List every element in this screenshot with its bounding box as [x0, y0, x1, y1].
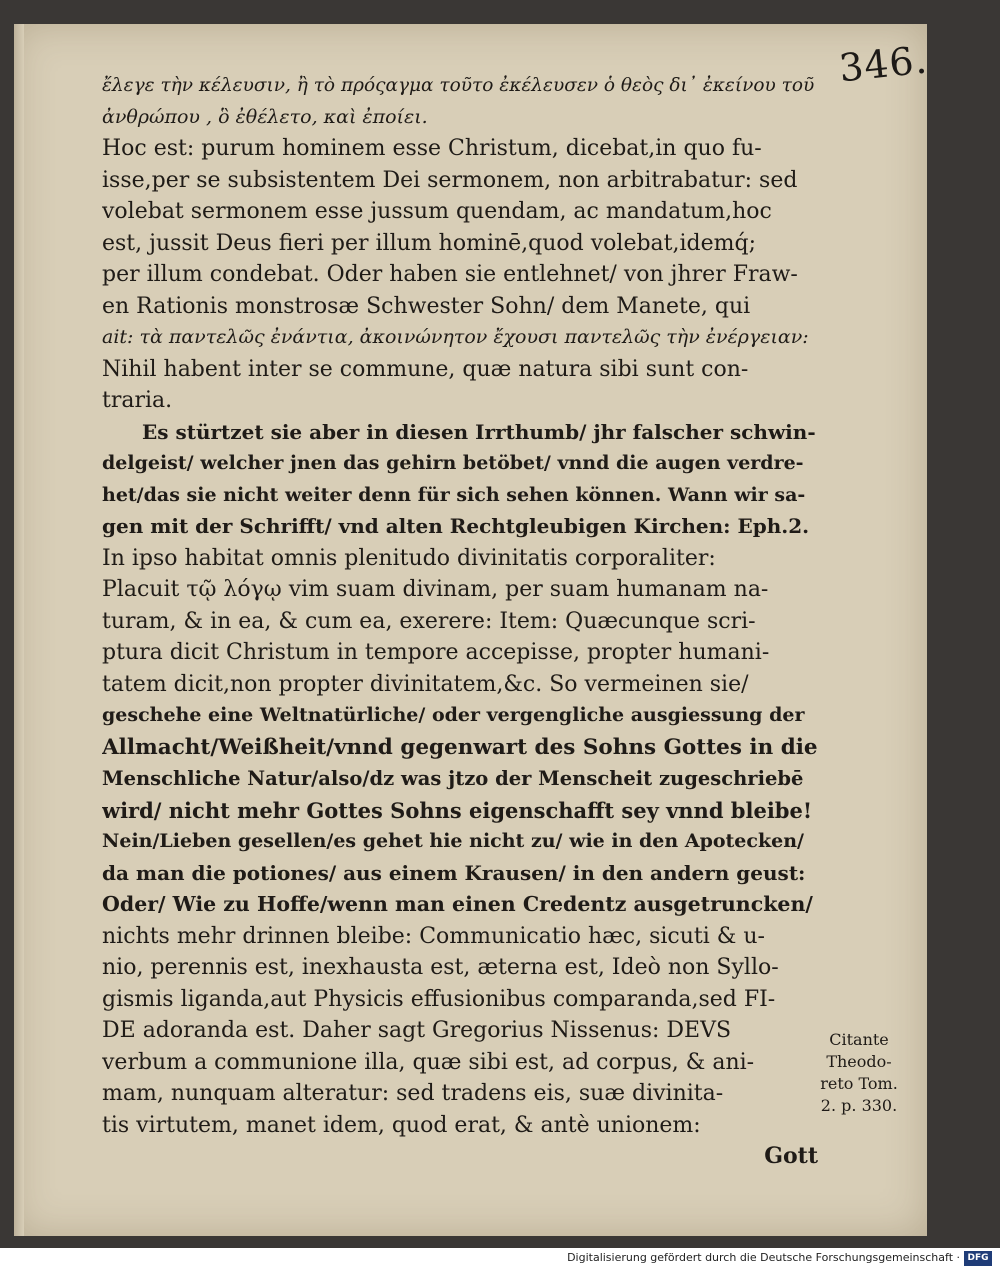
text-line: turam, & in ea, & cum ea, exerere: Item: Quæcunque scri- — [102, 608, 756, 634]
text-line: per illum condebat. Oder haben sie entlehnet/ von jhrer Fraw- — [102, 262, 798, 287]
text-line: est, jussit Deus fieri per illum hominē,quod volebat,idemq́; — [102, 230, 756, 256]
text-line: isse,per se subsistentem Dei sermonem, non arbitrabatur: sed — [102, 167, 798, 193]
text-line: Menschliche Natur/also/dz was jtzo der Menscheit zugeschriebē — [102, 767, 804, 790]
text-line: Nein/Lieben gesellen/es gehet hie nicht zu/ wie in den Apotecken/ — [102, 830, 804, 852]
text-line: verbum a communione illa, quæ sibi est, ad corpus, & ani- — [102, 1049, 755, 1075]
text-line: Allmacht/Weißheit/vnnd gegenwart des Sohns Gottes in die — [102, 734, 818, 760]
text-line: wird/ nicht mehr Gottes Sohns eigenschafft sey vnnd bleibe! — [102, 797, 813, 823]
text-line: gen mit der Schrifft/ vnd alten Rechtgleubigen Kirchen: Eph.2. — [102, 514, 810, 538]
marginal-note-line: Theodo- — [826, 1052, 892, 1071]
text-line: en Rationis monstrosæ Schwester Sohn/ dem Manete, qui — [102, 293, 751, 319]
text-line: ait: τὰ παντελῶς ἐνάντια, ἀκοινώνητον ἔχουσι παντελῶς τὴν ἐνέργειαν: — [102, 326, 809, 348]
text-line: tis virtutem, manet idem, quod erat, & antè unionem: — [102, 1112, 701, 1138]
dfg-logo: DFG — [964, 1251, 992, 1266]
text-line: Placuit τῷ λόγῳ vim suam divinam, per suam humanam na- — [102, 577, 769, 602]
marginal-note-line: 2. p. 330. — [820, 1096, 898, 1115]
text-line: nio, perennis est, inexhausta est, æterna est, Ideò non Syllo- — [102, 955, 779, 980]
text-line: ἀνθρώπου , ὃ ἐθέλετο, καὶ ἐποίει. — [102, 105, 428, 128]
text-line: tatem dicit,non propter divinitatem,&c. So vermeinen sie/ — [102, 671, 749, 697]
text-line: Oder/ Wie zu Hoffe/wenn man einen Credentz ausgetruncken/ — [102, 892, 813, 916]
scanned-page — [14, 24, 930, 1236]
text-line: Hoc est: purum hominem esse Christum, dicebat,in quo fu- — [102, 136, 762, 161]
text-line: DE adoranda est. Daher sagt Gregorius Nissenus: DEVS — [102, 1018, 732, 1043]
text-line: ἔλεγε τὴν κέλευσιν, ἢ τὸ πρόςαγμα τοῦτο ἐκέλευσεν ὁ θεὸς δι᾽ ἐκείνου τοῦ — [102, 75, 815, 96]
text-line: mam, nunquam alteratur: sed tradens eis, suæ divinita- — [102, 1081, 724, 1106]
page-number: 346. — [836, 37, 930, 91]
text-line: volebat sermonem esse jussum quendam, ac mandatum,hoc — [102, 199, 772, 224]
text-line: da man die potiones/ aus einem Krausen/ in den andern geust: — [102, 860, 806, 885]
text-line: Gott — [764, 1143, 818, 1169]
text-line: In ipso habitat omnis plenitudo divinitatis corporaliter: — [102, 545, 716, 571]
page-edge — [14, 24, 24, 1236]
text-line: Nihil habent inter se commune, quæ natura sibi sunt con- — [102, 356, 749, 382]
text-line: Es stürtzet sie aber in diesen Irrthumb/ jhr falscher schwin- — [142, 419, 816, 444]
text-line: traria. — [102, 388, 173, 413]
text-line: gismis liganda,aut Physicis effusionibus comparanda,sed FI- — [102, 986, 776, 1012]
text-line: geschehe eine Weltnatürliche/ oder vergengliche ausgiessung der — [102, 704, 805, 726]
marginal-note-line: Citante — [829, 1030, 889, 1049]
text-line: het/das sie nicht weiter denn für sich sehen können. Wann wir sa- — [102, 483, 806, 506]
marginal-note — [804, 1029, 914, 1117]
footer-bar — [0, 1248, 1000, 1270]
marginal-note-line: reto Tom. — [820, 1074, 898, 1093]
text-line: nichts mehr drinnen bleibe: Communicatio hæc, sicuti & u- — [102, 923, 765, 949]
body-text — [102, 70, 818, 1173]
text-line: delgeist/ welcher jnen das gehirn betöbet/ vnnd die augen verdre- — [102, 452, 804, 474]
funding-credit: Digitalisierung gefördert durch die Deutsche Forschungsgemeinschaft · — [567, 1251, 960, 1264]
text-line: ptura dicit Christum in tempore accepisse, propter humani- — [102, 640, 770, 665]
